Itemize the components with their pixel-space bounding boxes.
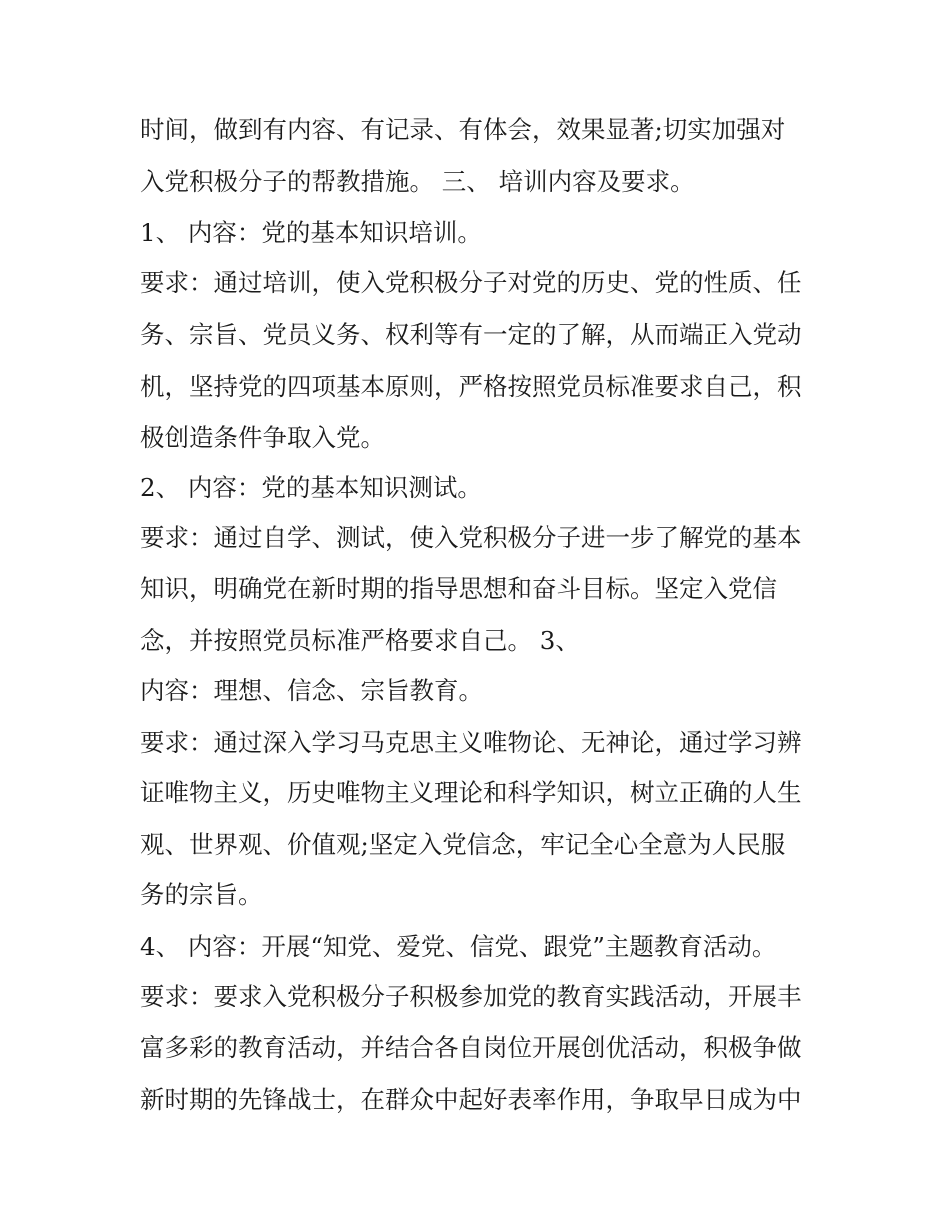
text-line: 知识，明确党在新时期的指导思想和奋斗目标。坚定入党信: [140, 574, 777, 603]
text-line: 富多彩的教育活动，并结合各自岗位开展创优活动，积极争做: [140, 1033, 802, 1062]
text-line: 1、 内容：党的基本知识培训。: [140, 218, 482, 247]
text-line: 证唯物主义，历史唯物主义理论和科学知识，树立正确的人生: [140, 778, 802, 807]
text-line: 4、 内容：开展“知党、爱党、信党、跟党”主题教育活动。: [140, 932, 777, 961]
text-line: 要求：通过深入学习马克思主义唯物论、无神论，通过学习辨: [140, 728, 802, 757]
text-line: 务的宗旨。: [140, 880, 263, 909]
text-line: 要求：通过培训，使入党积极分子对党的历史、党的性质、任: [140, 268, 802, 297]
text-line: 2、 内容：党的基本知识测试。: [140, 473, 482, 502]
text-line: 时间，做到有内容、有记录、有体会，效果显著;切实加强对: [140, 115, 786, 144]
text-line: 要求：通过自学、测试，使入党积极分子进一步了解党的基本: [140, 523, 802, 552]
text-line: 要求：要求入党积极分子积极参加党的教育实践活动，开展丰: [140, 982, 802, 1011]
text-line: 入党积极分子的帮教措施。 三、 培训内容及要求。: [140, 167, 695, 196]
text-line: 内容：理想、信念、宗旨教育。: [140, 676, 483, 705]
text-line: 极创造条件争取入党。: [140, 423, 385, 452]
text-line: 观、世界观、价值观;坚定入党信念，牢记全心全意为人民服: [140, 830, 786, 859]
text-line: 新时期的先锋战士，在群众中起好表率作用，争取早日成为中: [140, 1085, 802, 1114]
text-line: 务、宗旨、党员义务、权利等有一定的了解，从而端正入党动: [140, 320, 802, 349]
text-line: 机，坚持党的四项基本原则，严格按照党员标准要求自己，积: [140, 372, 802, 401]
text-line: 念，并按照党员标准严格要求自己。 3、: [140, 626, 580, 655]
